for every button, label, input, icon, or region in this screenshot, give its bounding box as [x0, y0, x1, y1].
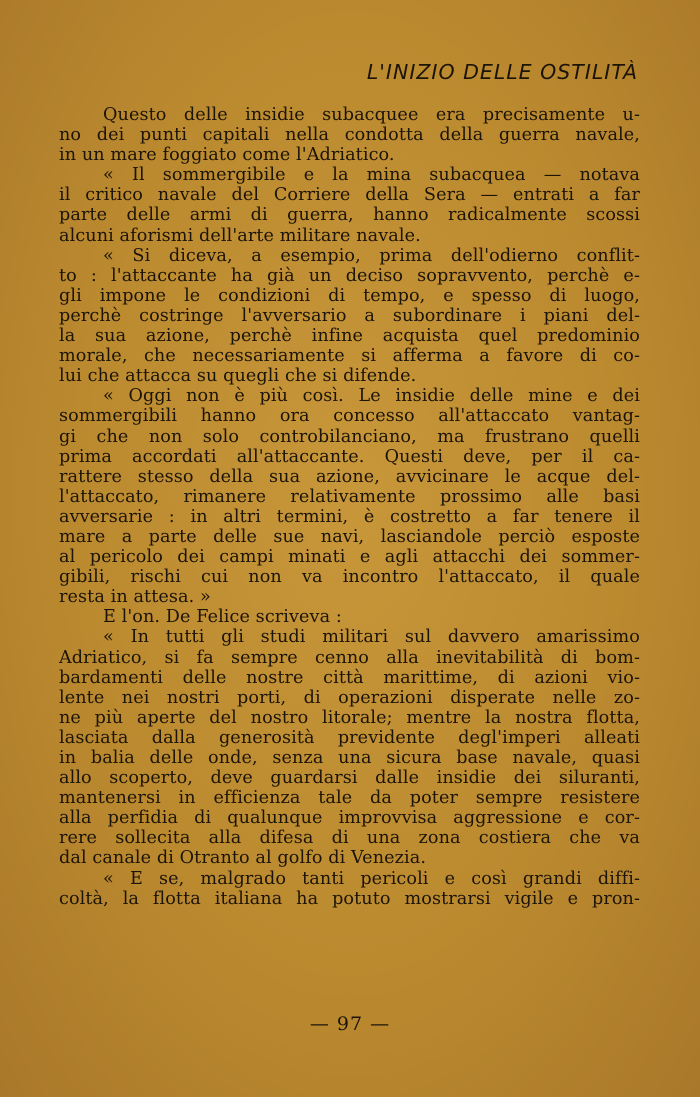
- text-line: in un mare foggiato come l'Adriatico.: [59, 145, 395, 166]
- text-line: mantenersi in efficienza tale da poter sempre resistere: [59, 788, 640, 809]
- text-line: perchè costringe l'avversario a subordinare i piani del-: [59, 305, 640, 326]
- running-head: L'INIZIO DELLE OSTILITÀ: [366, 60, 638, 84]
- body-text: [59, 105, 640, 909]
- text-line: lasciata dalla generosità previdente degl'imperi alleati: [59, 727, 640, 748]
- text-line: no dei punti capitali nella condotta della guerra navale,: [59, 125, 640, 146]
- text-line: coltà, la flotta italiana ha potuto mostrarsi vigile e pron-: [59, 888, 640, 909]
- text-line: l'attaccato, rimanere relativamente prossimo alle basi: [59, 486, 640, 507]
- text-line: prima accordati all'attaccante. Questi deve, per il ca-: [59, 446, 640, 467]
- text-line: parte delle armi di guerra, hanno radicalmente scossi: [59, 205, 640, 226]
- text-line: lui che attacca su quegli che si difende.: [59, 366, 417, 387]
- text-line: allo scoperto, deve guardarsi dalle insidie dei siluranti,: [59, 768, 640, 789]
- text-line: lente nei nostri porti, di operazioni disperate nelle zo-: [59, 687, 640, 708]
- text-line: « In tutti gli studi militari sul davvero amarissimo: [103, 627, 640, 648]
- text-line: in balia delle onde, senza una sicura base navale, quasi: [59, 748, 640, 768]
- text-line: resta in attesa. »: [59, 587, 211, 608]
- text-line: « E se, malgrado tanti pericoli e così grandi diffi-: [103, 868, 640, 889]
- text-line: E l'on. De Felice scriveva :: [103, 607, 342, 628]
- text-line: rattere stesso della sua azione, avvicinare le acque del-: [59, 466, 640, 487]
- text-line: la sua azione, perchè infine acquista quel predominio: [59, 326, 640, 347]
- text-line: ne più aperte del nostro litorale; mentre la nostra flotta,: [59, 707, 640, 728]
- text-line: alcuni aforismi dell'arte militare navale.: [59, 225, 421, 246]
- text-line: gibili, rischi cui non va incontro l'attaccato, il quale: [59, 567, 640, 588]
- text-line: Adriatico, si fa sempre cenno alla inevitabilità di bom-: [59, 647, 640, 668]
- text-line: avversarie : in altri termini, è costretto a far tenere il: [59, 506, 640, 527]
- text-line: sommergibili hanno ora concesso all'attaccato vantag-: [59, 406, 640, 427]
- text-line: mare a parte delle sue navi, lasciandole perciò esposte: [59, 526, 640, 547]
- text-line: rere sollecita alla difesa di una zona costiera che va: [59, 828, 640, 849]
- text-line: Questo delle insidie subacquee era precisamente u-: [103, 105, 640, 125]
- text-line: morale, che necessariamente si afferma a favore di co-: [59, 346, 640, 367]
- text-line: « Il sommergibile e la mina subacquea — notava: [103, 165, 640, 186]
- text-line: dal canale di Otranto al golfo di Venezia.: [59, 848, 427, 869]
- text-line: alla perfidia di qualunque improvvisa aggressione e cor-: [59, 808, 640, 829]
- text-line: « Si diceva, a esempio, prima dell'odierno conflit-: [103, 245, 640, 266]
- page-number: — 97 —: [309, 1013, 391, 1035]
- text-line: gli impone le condizioni di tempo, e spesso di luogo,: [59, 285, 640, 306]
- text-line: bardamenti delle nostre città marittime, di azioni vio-: [59, 667, 640, 688]
- text-line: il critico navale del Corriere della Sera — entrati a far: [59, 185, 640, 206]
- text-line: to : l'attaccante ha già un deciso sopravvento, perchè e-: [59, 265, 640, 286]
- text-line: al pericolo dei campi minati e agli attacchi dei sommer-: [59, 547, 640, 568]
- text-line: gi che non solo controbilanciano, ma frustrano quelli: [59, 426, 640, 447]
- text-line: « Oggi non è più così. Le insidie delle mine e dei: [103, 386, 640, 407]
